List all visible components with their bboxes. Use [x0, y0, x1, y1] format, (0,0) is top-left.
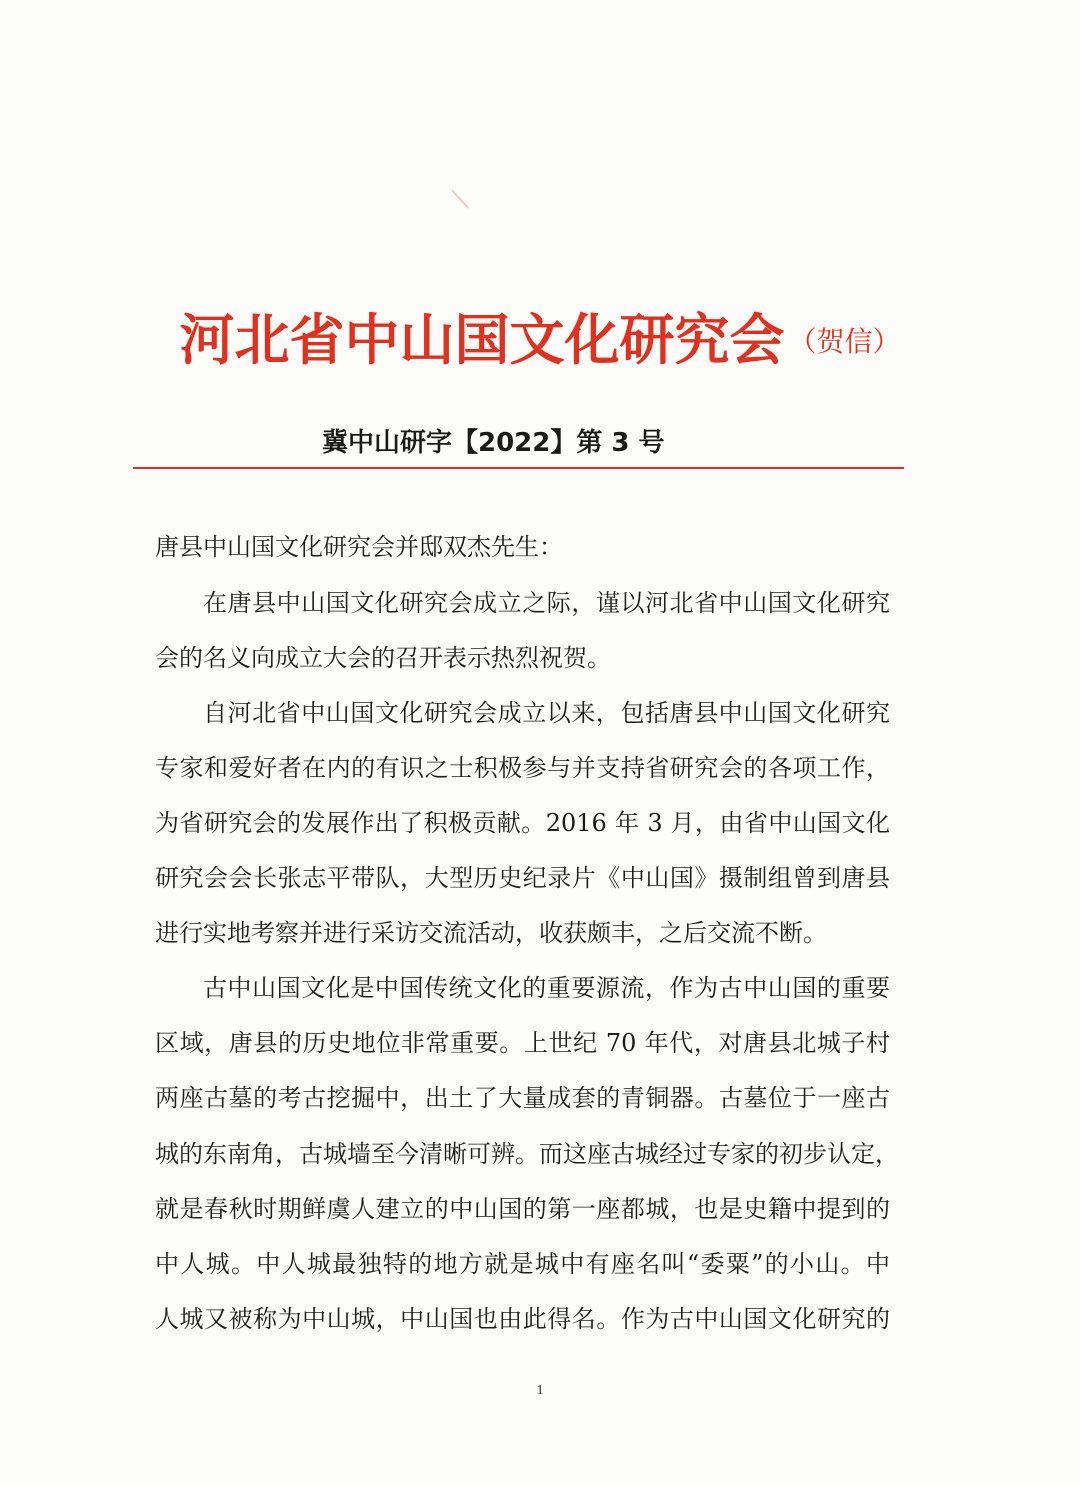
paragraph-line: 在唐县中山国文化研究会成立之际，谨以河北省中山国文化研究 [203, 589, 890, 617]
paragraph-line: 进行实地考察并进行采访交流活动，收获颇丰，之后交流不断。 [155, 919, 827, 947]
organization-name: 河北省中山国文化研究会 [179, 307, 785, 372]
paragraph-line: 两座古墓的考古挖掘中，出土了大量成套的青铜器。古墓位于一座古 [155, 1084, 890, 1112]
paragraph-line: 会的名义向成立大会的召开表示热烈祝贺。 [155, 644, 611, 672]
letter-type: （贺信） [788, 325, 901, 358]
paragraph-line: 研究会会长张志平带队，大型历史纪录片《中山国》摄制组曾到唐县 [155, 864, 890, 892]
paragraph-line: 自河北省中山国文化研究会成立以来，包括唐县中山国文化研究 [203, 699, 890, 727]
paragraph-line: 为省研究会的发展作出了积极贡献。2016 年 3 月，由省中山国文化 [155, 809, 890, 837]
paragraph-line: 就是春秋时期鲜虞人建立的中山国的第一座都城，也是史籍中提到的 [155, 1195, 890, 1223]
paragraph-line: 古中山国文化是中国传统文化的重要源流，作为古中山国的重要 [203, 974, 890, 1002]
salutation: 唐县中山国文化研究会并邸双杰先生： [155, 533, 563, 561]
paragraph-line: 区域，唐县的历史地位非常重要。上世纪 70 年代，对唐县北城子村 [155, 1029, 890, 1057]
paragraph-line: 专家和爱好者在内的有识之士积极参与并支持省研究会的各项工作， [155, 754, 890, 782]
paragraph-line: 人城又被称为中山城，中山国也由此得名。作为古中山国文化研究的 [155, 1305, 890, 1333]
page-number: 1 [536, 1383, 544, 1398]
red-ink-mark [451, 189, 469, 208]
red-divider-line [133, 467, 904, 469]
letterhead-title [0, 296, 1080, 375]
document-number: 冀中山研字【2022】第 3 号 [322, 428, 665, 458]
paragraph-line: 城的东南角，古城墙至今清晰可辨。而这座古城经过专家的初步认定， [155, 1140, 899, 1168]
paragraph-line: 中人城。中人城最独特的地方就是城中有座名叫“委粟”的小山。中 [155, 1250, 890, 1278]
